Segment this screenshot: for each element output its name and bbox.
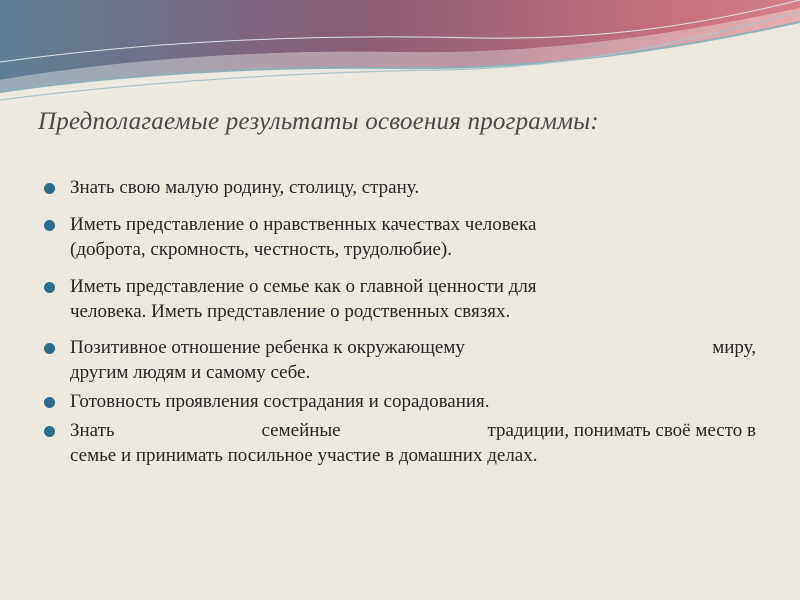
item-line: другим людям и самому себе. (70, 362, 311, 383)
item-word: семейные (261, 420, 341, 441)
item-line: Знать свою малую родину, столицу, страну. (70, 177, 420, 198)
bullet-icon (44, 343, 55, 354)
header-decoration (0, 0, 800, 110)
slide-title: Предполагаемые результаты освоения программы: (38, 108, 599, 135)
list-item (44, 418, 764, 468)
bullet-icon (44, 426, 55, 437)
outcomes-list (44, 175, 764, 468)
bullet-icon (44, 282, 55, 293)
list-item (44, 274, 764, 324)
list-item (44, 212, 764, 262)
item-line: (доброта, скромность, честность, трудолюбие). (70, 239, 453, 260)
list-item (44, 175, 764, 200)
item-line: Иметь представление о нравственных качествах человека (70, 214, 537, 235)
item-line: человека. Иметь представление о родственных связях. (70, 301, 511, 322)
item-word: миру, (712, 337, 756, 358)
item-line-spread (70, 335, 756, 360)
item-word: традиции, понимать своё место в (487, 420, 756, 441)
list-item (44, 389, 764, 414)
item-line: семье и принимать посильное участие в домашних делах. (70, 445, 538, 466)
item-line: Иметь представление о семье как о главной ценности для (70, 276, 537, 297)
item-line-spread (70, 418, 756, 443)
bullet-icon (44, 397, 55, 408)
bullet-icon (44, 183, 55, 194)
bullet-icon (44, 220, 55, 231)
item-word: Знать (70, 420, 115, 441)
item-word: Позитивное отношение ребенка к окружающему (70, 337, 465, 358)
item-line: Готовность проявления сострадания и сорадования. (70, 391, 490, 412)
list-item (44, 335, 764, 385)
